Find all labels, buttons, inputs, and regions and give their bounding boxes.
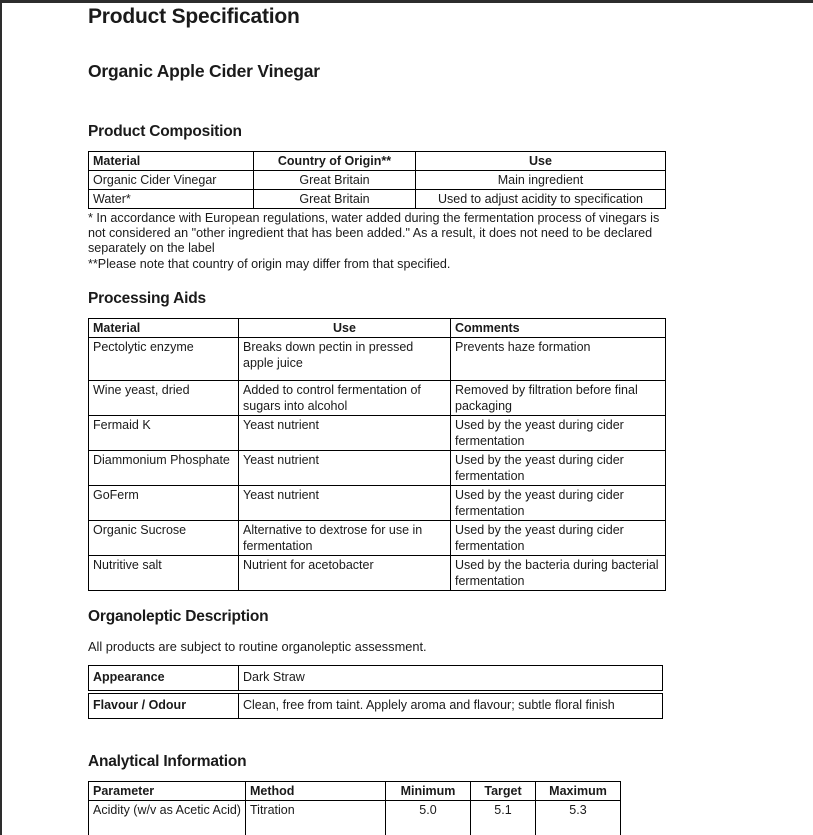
cell-use: Breaks down pectin in pressed apple juice — [239, 337, 451, 380]
table-row — [89, 171, 666, 190]
analytical-information-table — [88, 781, 621, 835]
cell-comments: Removed by filtration before final packaging — [451, 380, 666, 415]
page-left-border — [0, 0, 2, 835]
section-heading-processing-aids: Processing Aids — [88, 289, 206, 307]
cell-use: Used to adjust acidity to specification — [416, 190, 666, 209]
cell-use: Added to control fermentation of sugars into alcohol — [239, 380, 451, 415]
cell-comments: Used by the yeast during cider fermentation — [451, 415, 666, 450]
document-content — [88, 3, 683, 835]
table-row — [89, 450, 666, 485]
cell-material: Water* — [89, 190, 254, 209]
row-label-flavour-odour: Flavour / Odour — [89, 693, 239, 718]
table-header-row — [89, 152, 666, 171]
organoleptic-flavour-row — [88, 693, 663, 719]
cell-material: Pectolytic enzyme — [89, 337, 239, 380]
row-label-appearance: Appearance — [89, 665, 239, 690]
cell-use: Yeast nutrient — [239, 450, 451, 485]
column-header-material: Material — [89, 152, 254, 171]
cell-comments: Prevents haze formation — [451, 337, 666, 380]
cell-comments: Used by the yeast during cider fermentation — [451, 520, 666, 555]
cell-country: Great Britain — [254, 171, 416, 190]
cell-minimum: 5.0 — [386, 800, 471, 835]
table-row — [89, 337, 666, 380]
column-header-use: Use — [239, 318, 451, 337]
organoleptic-appearance-row — [88, 665, 663, 691]
cell-use: Alternative to dextrose for use in fermentation — [239, 520, 451, 555]
cell-material: Organic Cider Vinegar — [89, 171, 254, 190]
column-header-material: Material — [89, 318, 239, 337]
cell-maximum: 5.3 — [536, 800, 621, 835]
organoleptic-intro: All products are subject to routine organoleptic assessment. — [88, 638, 427, 654]
table-row — [89, 415, 666, 450]
cell-material: GoFerm — [89, 485, 239, 520]
table-row — [89, 485, 666, 520]
cell-country: Great Britain — [254, 190, 416, 209]
cell-material: Wine yeast, dried — [89, 380, 239, 415]
product-name: Organic Apple Cider Vinegar — [88, 61, 320, 81]
cell-use: Nutrient for acetobacter — [239, 555, 451, 590]
table-row — [89, 520, 666, 555]
cell-method: Titration — [246, 800, 386, 835]
table-row — [89, 800, 621, 835]
cell-comments: Used by the bacteria during bacterial fermentation — [451, 555, 666, 590]
footnote-water: * In accordance with European regulations, water added during the fermentation process of vinegars is not considered an "other ingredient that has been added." As a result, it does not need to be declared separately on the label — [88, 211, 660, 256]
column-header-parameter: Parameter — [89, 781, 246, 800]
column-header-comments: Comments — [451, 318, 666, 337]
table-header-row — [89, 781, 621, 800]
cell-material: Diammonium Phosphate — [89, 450, 239, 485]
section-heading-analytical: Analytical Information — [88, 752, 247, 770]
cell-comments: Used by the yeast during cider fermentation — [451, 485, 666, 520]
section-heading-product-composition: Product Composition — [88, 123, 242, 140]
table-row — [89, 380, 666, 415]
cell-comments: Used by the yeast during cider fermentation — [451, 450, 666, 485]
column-header-minimum: Minimum — [386, 781, 471, 800]
cell-use: Main ingredient — [416, 171, 666, 190]
table-row — [89, 190, 666, 209]
cell-use: Yeast nutrient — [239, 415, 451, 450]
table-header-row — [89, 318, 666, 337]
footnote-origin: **Please note that country of origin may differ from that specified. — [88, 256, 451, 271]
section-heading-organoleptic: Organoleptic Description — [88, 607, 269, 625]
cell-material: Fermaid K — [89, 415, 239, 450]
cell-flavour-value: Clean, free from taint. Applely aroma and flavour; subtle floral finish — [239, 693, 663, 718]
cell-appearance-value: Dark Straw — [239, 665, 663, 690]
cell-parameter: Acidity (w/v as Acetic Acid) — [89, 800, 246, 835]
cell-target: 5.1 — [471, 800, 536, 835]
cell-material: Nutritive salt — [89, 555, 239, 590]
processing-aids-table — [88, 318, 666, 591]
table-row — [89, 665, 663, 690]
column-header-maximum: Maximum — [536, 781, 621, 800]
table-row — [89, 693, 663, 718]
cell-use: Yeast nutrient — [239, 485, 451, 520]
cell-material: Organic Sucrose — [89, 520, 239, 555]
column-header-target: Target — [471, 781, 536, 800]
column-header-method: Method — [246, 781, 386, 800]
document-title: Product Specification — [88, 5, 300, 28]
product-composition-table — [88, 151, 666, 209]
table-row — [89, 555, 666, 590]
column-header-use: Use — [416, 152, 666, 171]
column-header-country-of-origin: Country of Origin** — [254, 152, 416, 171]
